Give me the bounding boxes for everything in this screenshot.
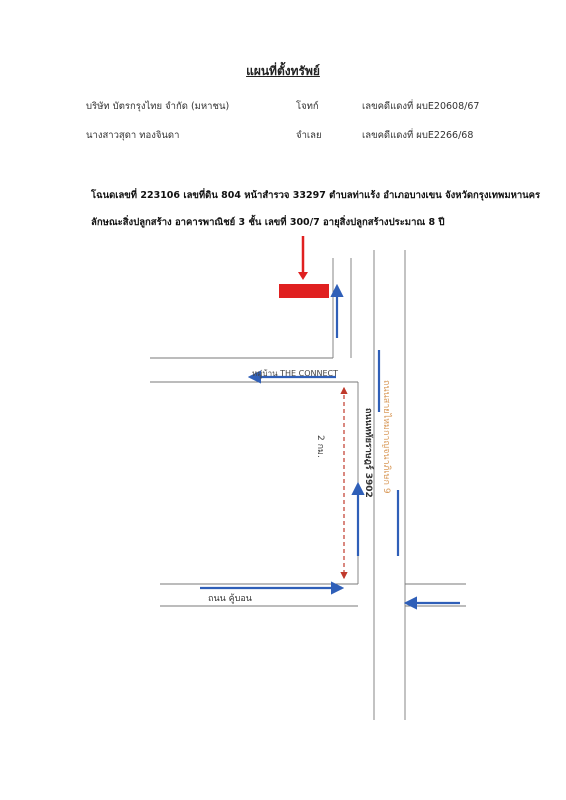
defendant-role: จำเลย: [296, 130, 322, 141]
defendant-case-number: เลขคดีแดงที่ ผบE2266/68: [362, 130, 474, 141]
village-label: หมู่บ้าน THE CONNECT: [252, 369, 339, 378]
deed-info: โฉนดเลขที่ 223106 เลขที่ดิน 804 หน้าสำรวจ 33297 ตำบลท่าแร้ง อำเภอบางเขน จังหวัดกรุงเทพมหานคร: [91, 190, 541, 201]
plaintiff-role: โจทก์: [296, 101, 319, 112]
distance-label: 2 กม.: [315, 435, 325, 458]
route-arrows: [200, 286, 460, 603]
property-marker: [279, 236, 329, 298]
road-lines: [150, 250, 466, 720]
road-vertical-label: ถนนหทัยราษฎร์ 3902: [363, 408, 373, 498]
plaintiff-name: บริษัท บัตรกรุงไทย จำกัด (มหาชน): [86, 101, 230, 112]
bottom-road-label: ถนน คู้บอน: [208, 594, 252, 604]
highway-label: ถนนสายไหมกาญจนาภิเษก 9: [381, 380, 391, 494]
defendant-name: นางสาวสุดา ทองจินดา: [86, 130, 180, 141]
page-title: แผนที่ตั้งทรัพย์: [246, 64, 320, 78]
building-info: ลักษณะสิ่งปลูกสร้าง อาคารพาณิชย์ 3 ชั้น เลขที่ 300/7 อายุสิ่งปลูกสร้างประมาณ 8 ปี: [91, 217, 445, 228]
plaintiff-case-number: เลขคดีแดงที่ ผบE20608/67: [362, 101, 480, 112]
